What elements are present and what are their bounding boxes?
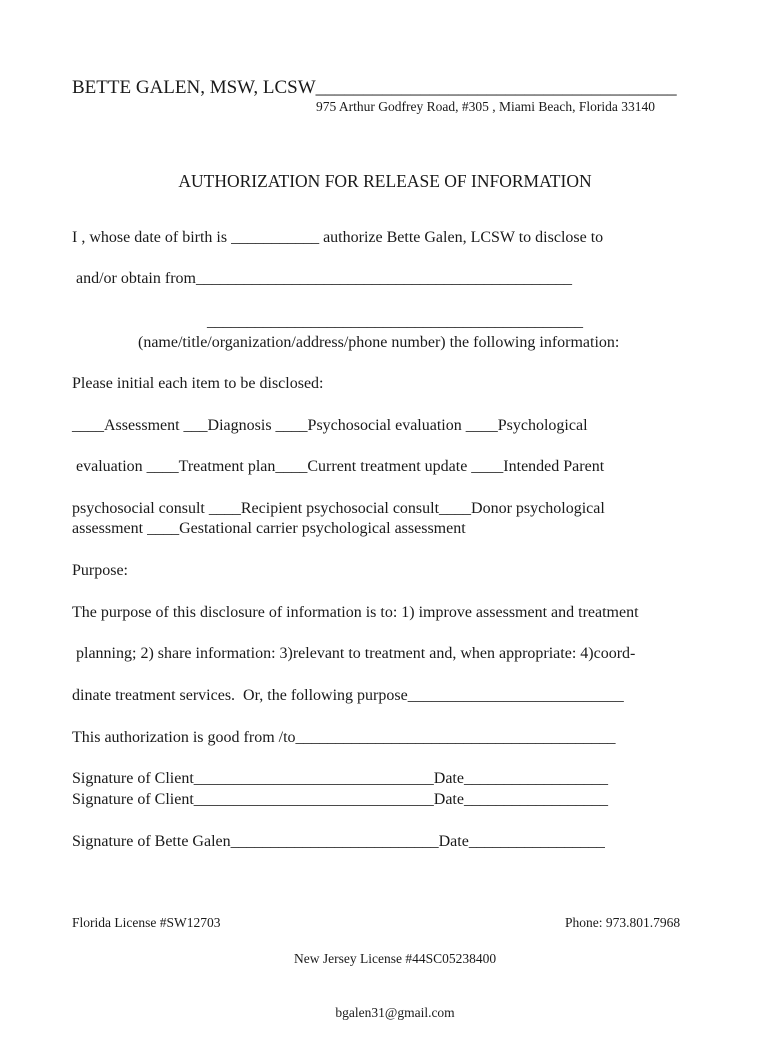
- header-name: BETTE GALEN, MSW, LCSW______________________________________: [72, 77, 677, 98]
- purpose-line-1: The purpose of this disclosure of information is to: 1) improve assessment and treatment: [72, 604, 639, 621]
- phone: Phone: 973.801.7968: [565, 915, 681, 930]
- blank-line: _______________________________________________: [207, 313, 583, 330]
- good-from-to-line: This authorization is good from /to________________________________________: [72, 729, 616, 746]
- nj-license: New Jersey License #44SC05238400: [294, 951, 497, 966]
- contact-block: [294, 914, 496, 1040]
- purpose-label: Purpose:: [72, 562, 128, 579]
- name-title-caption: (name/title/organization/address/phone number) the following information:: [138, 334, 620, 351]
- client-signature-2: Signature of Client______________________________Date__________________: [72, 791, 608, 808]
- initial-prompt: Please initial each item to be disclosed:: [72, 375, 324, 392]
- dob-authorize-line: I , whose date of birth is ___________ authorize Bette Galen, LCSW to disclose to: [72, 229, 604, 246]
- document-title: AUTHORIZATION FOR RELEASE OF INFORMATION: [178, 171, 592, 191]
- purpose-line-2: planning; 2) share information: 3)relevant to treatment and, when appropriate: 4)coord-: [72, 645, 636, 662]
- items-line-1: ____Assessment ___Diagnosis ____Psychosocial evaluation ____Psychological: [72, 417, 588, 434]
- florida-license: Florida License #SW12703: [72, 915, 221, 930]
- client-signature-1: Signature of Client______________________________Date__________________: [72, 770, 608, 787]
- items-line-4: assessment ____Gestational carrier psychological assessment: [72, 520, 466, 537]
- email: bgalen31@gmail.com: [335, 1005, 455, 1020]
- obtain-from-line: and/or obtain from_______________________________________________: [72, 270, 572, 287]
- items-line-2: evaluation ____Treatment plan____Current treatment update ____Intended Parent: [72, 458, 605, 475]
- galen-signature: Signature of Bette Galen__________________________Date_________________: [72, 833, 605, 850]
- purpose-line-3: dinate treatment services. Or, the following purpose___________________________: [72, 687, 624, 704]
- header-address: 975 Arthur Godfrey Road, #305 , Miami Beach, Florida 33140: [316, 99, 655, 114]
- items-line-3: psychosocial consult ____Recipient psychosocial consult____Donor psychological: [72, 500, 605, 517]
